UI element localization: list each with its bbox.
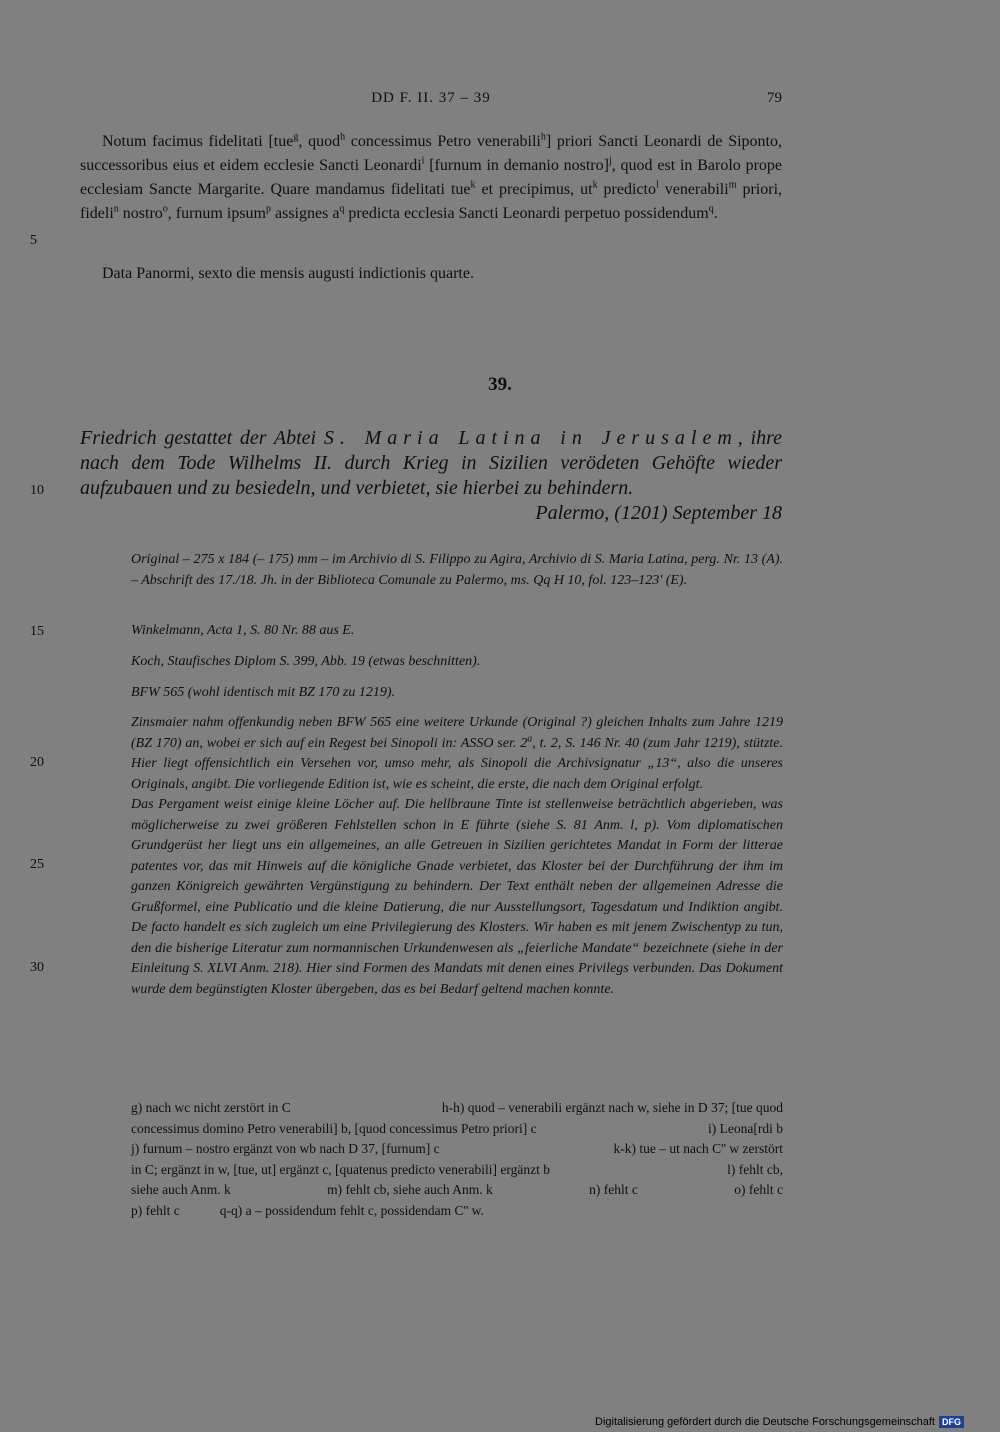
footnote-row [131, 1098, 783, 1119]
footnote: q-q) a – possidendum fehlt c, possidendam C'' w. [219, 1202, 484, 1218]
footnote: j) furnum – nostro ergänzt von wb nach D 37, [furnum] c [131, 1141, 440, 1156]
line-number: 10 [30, 483, 44, 498]
datum-line-wrap [80, 262, 782, 286]
regest-text-end: , ihre nach dem Tode Wilhelms II. durch Krieg in Sizilien verödeten Gehöfte wieder aufzubauen und zu besiedeln, und verbietet, sie hierbei zu behindern. [80, 427, 782, 499]
footnote: l) fehlt cb, [727, 1161, 783, 1177]
document-regest [80, 426, 782, 501]
footnote-row [131, 1160, 783, 1181]
facsimile-note: Koch, Staufisches Diplom S. 399, Abb. 19 (etwas beschnitten). [131, 654, 481, 669]
critical-footnotes [131, 1098, 783, 1221]
footnote: n) fehlt c [589, 1182, 638, 1197]
apparatus-tradition [131, 550, 783, 591]
page-number: 79 [767, 90, 782, 106]
running-header [80, 90, 782, 112]
footnote-row [131, 1139, 783, 1160]
footnote: p) fehlt c [131, 1202, 180, 1218]
apparatus-regest [131, 683, 783, 704]
commentary-paragraph: Zinsmaier nahm offenkundig neben BFW 565 eine weitere Urkunde (Original ?) gleichen Inhalts zum Jahre 1219 (BZ 170) an, wobei er sich auf ein Regest bei Sinopoli in: ASSO ser. 2$^a$, t. 2, S. 146 Nr. 40 (zum Jahr 1219), stützte. Hier liegt offensichtlich ein Versehen vor, umso mehr, als Sinopoli die Archivsignatur „13“, also die unseres Originals, angibt. Die vorliegende Edition ist, wie es scheint, die erste, die nach dem Original erfolgt. [131, 715, 784, 792]
continuation-paragraph: Notum facimus fidelitati [tue$^g$, quod$^h$ concessimus Petro venerabili$^h$] priori Sancti Leonardi de Siponto, successoribus eius et eidem ecclesie Sancti Leonardi$^i$ [furnum in demanio nostro]$^j$, quod est in Barolo prope ecclesiam Sancte Margarite. Quare mandamus fidelitati tue$^k$ et precipimus, $ut^k$ predicto$^l$ venerabili$^m$ priori, fideli$^n$ nostro$^o$, furnum ipsum$^p$ assignes $a^q$ predicta ecclesia Sancti Leonardi perpetuo possidendum$^q$. [80, 131, 783, 222]
footnote: m) fehlt cb, siehe auch Anm. k [327, 1182, 493, 1197]
footnote: o) fehlt c [734, 1182, 783, 1197]
continuation-text [80, 130, 782, 226]
document-number: 39. [488, 374, 512, 395]
document-dateline: Palermo, (1201) September 18 [535, 502, 782, 524]
line-number: 25 [30, 857, 44, 872]
running-title: DD F. II. 37 – 39 [371, 90, 491, 106]
footnote: h-h) quod – venerabili ergänzt nach w, siehe in D 37; [tue quod [441, 1100, 783, 1115]
credit-text: Digitalisierung gefördert durch die Deutsche Forschungsgemeinschaft [595, 1416, 935, 1428]
edition-note: Winkelmann, Acta 1, S. 80 Nr. 88 aus E. [131, 623, 355, 638]
footnote: k-k) tue – ut nach C'' w zerstört [613, 1141, 783, 1156]
apparatus-edition [131, 621, 783, 642]
datum-line: Data Panormi, sexto die mensis augusti indictionis quarte. [102, 265, 474, 282]
commentary-paragraph: Das Pergament weist einige kleine Löcher auf. Die hellbraune Tinte ist stellenweise beträchtlich abgerieben, was möglicherweise zu zwei größeren Fehlstellen schon in E führte (siehe S. 81 Anm. l, p). Vom diplomatischen Grundgerüst her liegt uns ein allgemeines, an alle Getreuen in Sizilien gerichtetes Mandat in Form der litterae patentes vor, das mit Hinweis auf die königliche Gnade verbietet, das Kloster bei der Durchführung der ihm im ganzen Königreich gewährten Vergünstigung zu behindern. Der Text enthält neben der allgemeinen Adresse die Grußformel, eine Publicatio und die kleine Datierung, die nur Ausstellungsort, Tagesdatum und Indiktion angibt. De facto handelt es sich zugleich um eine Privilegierung des Klosters. Wir haben es mit jenem Zwischentyp zu tun, den die bisherige Literatur zum normannischen Urkundenwesen als „feierliche Mandate“ bezeichnete (siehe in der Einleitung S. XLVI Anm. 218). Hier sind Formen des Mandats mit denen eines Privilegs verbunden. Das Dokument wurde dem begünstigten Kloster übergeben, das es bei Bedarf geltend machen konnte. [131, 797, 783, 997]
digitization-credit [595, 1416, 964, 1428]
footnote: i) Leona[rdi b [708, 1120, 783, 1136]
regest-note: BFW 565 (wohl identisch mit BZ 170 zu 1219). [131, 685, 396, 700]
footnote-row [131, 1119, 783, 1140]
line-number: 5 [30, 233, 37, 248]
footnote-row [131, 1201, 783, 1222]
regest-text-start: Friedrich gestattet der Abtei [80, 427, 324, 449]
footnote: g) nach wc nicht zerstört in C [131, 1100, 291, 1115]
apparatus-facsimile [131, 652, 783, 673]
footnote: concessimus domino Petro venerabili] b, [quod concessimus Petro priori] c [131, 1120, 537, 1136]
apparatus-commentary [131, 713, 783, 1000]
line-number: 30 [30, 960, 44, 975]
footnote-row [131, 1180, 783, 1201]
line-number: 15 [30, 624, 44, 639]
line-number: 20 [30, 755, 44, 770]
footnote: in C; ergänzt in w, [tue, ut] ergänzt c, [quatenus predicto venerabili] ergänzt b [131, 1161, 550, 1177]
regest-spaced-name: S. Maria Latina in Jerusalem [323, 427, 738, 449]
dfg-logo: DFG [939, 1416, 964, 1428]
footnote: siehe auch Anm. k [131, 1182, 231, 1197]
tradition-note: Original – 275 x 184 (– 175) mm – im Archivio di S. Filippo zu Agira, Archivio di S. Maria Latina, perg. Nr. 13 (A). – Abschrift des 17./18. Jh. in der Biblioteca Comunale zu Palermo, ms. Qq H 10, fol. 123–123' (E). [131, 552, 783, 588]
